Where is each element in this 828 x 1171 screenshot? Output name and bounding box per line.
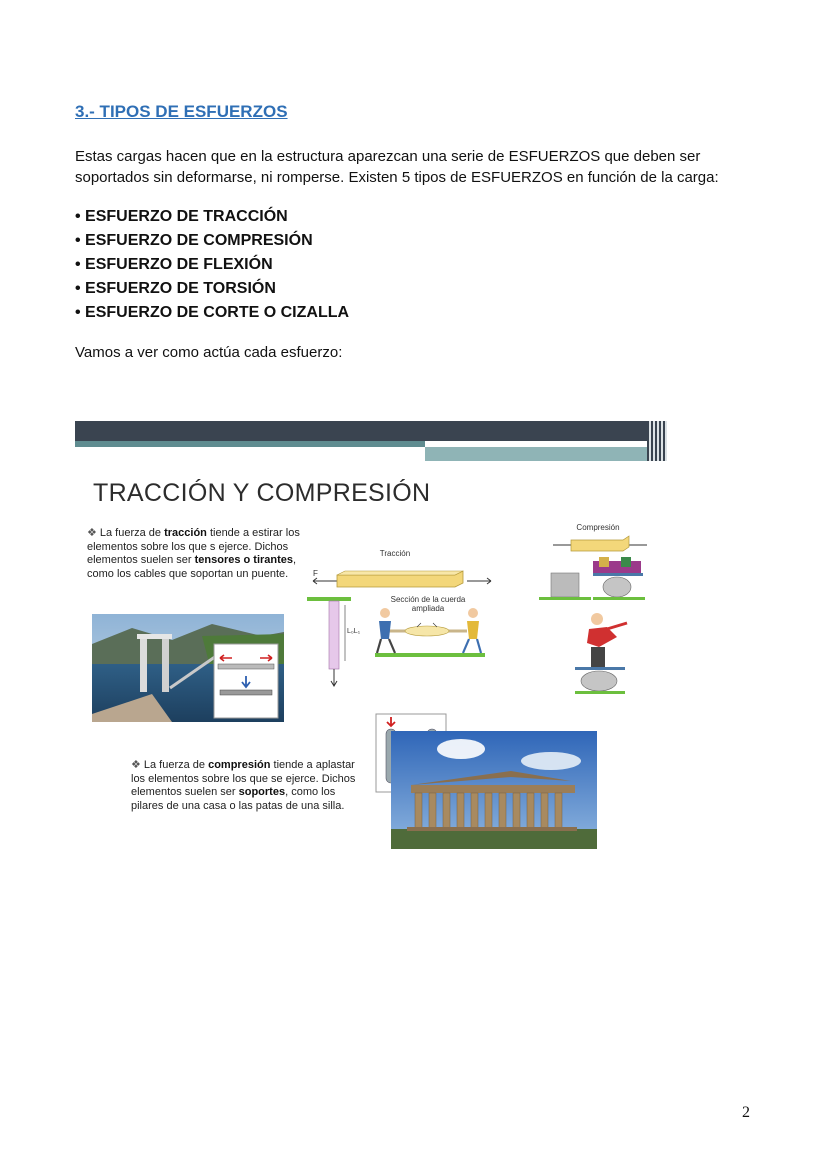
- list-item: • ESFUERZO DE FLEXIÓN: [75, 253, 349, 277]
- list-item: • ESFUERZO DE COMPRESIÓN: [75, 229, 349, 253]
- traccion-label: Tracción: [379, 549, 411, 558]
- slide-header-stripes: [647, 421, 667, 461]
- slide-header-accent-light: [425, 447, 647, 461]
- slide-header-accent: [75, 441, 425, 447]
- list-item: • ESFUERZO DE TORSIÓN: [75, 277, 349, 301]
- slide-traccion-compresion: [75, 421, 667, 861]
- traccion-diagram: [307, 561, 497, 689]
- seccion-label: Sección de la cuerda ampliada: [390, 595, 466, 613]
- compresion-bullet: ❖ La fuerza de compresión tiende a aplastar los elementos sobre los que se ejerce. Dichos elementos suelen ser soportes, como los pilares de una casa o las patas de una silla.: [131, 759, 356, 812]
- slide-title: TRACCIÓN Y COMPRESIÓN: [93, 479, 431, 507]
- temple-photo: [391, 731, 597, 849]
- intro-paragraph: Estas cargas hacen que en la estructura aparezcan una serie de ESFUERZOS que deben ser soportados sin deformarse, ni romperse. Existen 5 tipos de ESFUERZOS en función de la carga:: [75, 148, 719, 186]
- traccion-bullet: ❖ La fuerza de tracción tiende a estirar los elementos sobre los que s ejerce. Dichos elementos suelen ser tensores o tirantes, como los cables que soportan un puente.: [87, 527, 300, 580]
- force-label: F: [313, 569, 318, 578]
- slide-header-band: [75, 421, 647, 441]
- page-number: 2: [742, 1104, 750, 1121]
- diamond-bullet-icon: ❖: [131, 759, 141, 771]
- svg-text:L₀L₁: L₀L₁: [347, 628, 361, 635]
- compresion-label: Compresión: [576, 523, 620, 532]
- section-heading: 3.- TIPOS DE ESFUERZOS: [75, 102, 288, 121]
- stress-types-list: [75, 205, 349, 325]
- list-item: • ESFUERZO DE CORTE O CIZALLA: [75, 301, 349, 325]
- outro-paragraph: Vamos a ver como actúa cada esfuerzo:: [75, 344, 343, 361]
- bridge-photo: [92, 614, 284, 722]
- compresion-diagram: [537, 533, 655, 703]
- diamond-bullet-icon: ❖: [87, 527, 97, 539]
- list-item: • ESFUERZO DE TRACCIÓN: [75, 205, 349, 229]
